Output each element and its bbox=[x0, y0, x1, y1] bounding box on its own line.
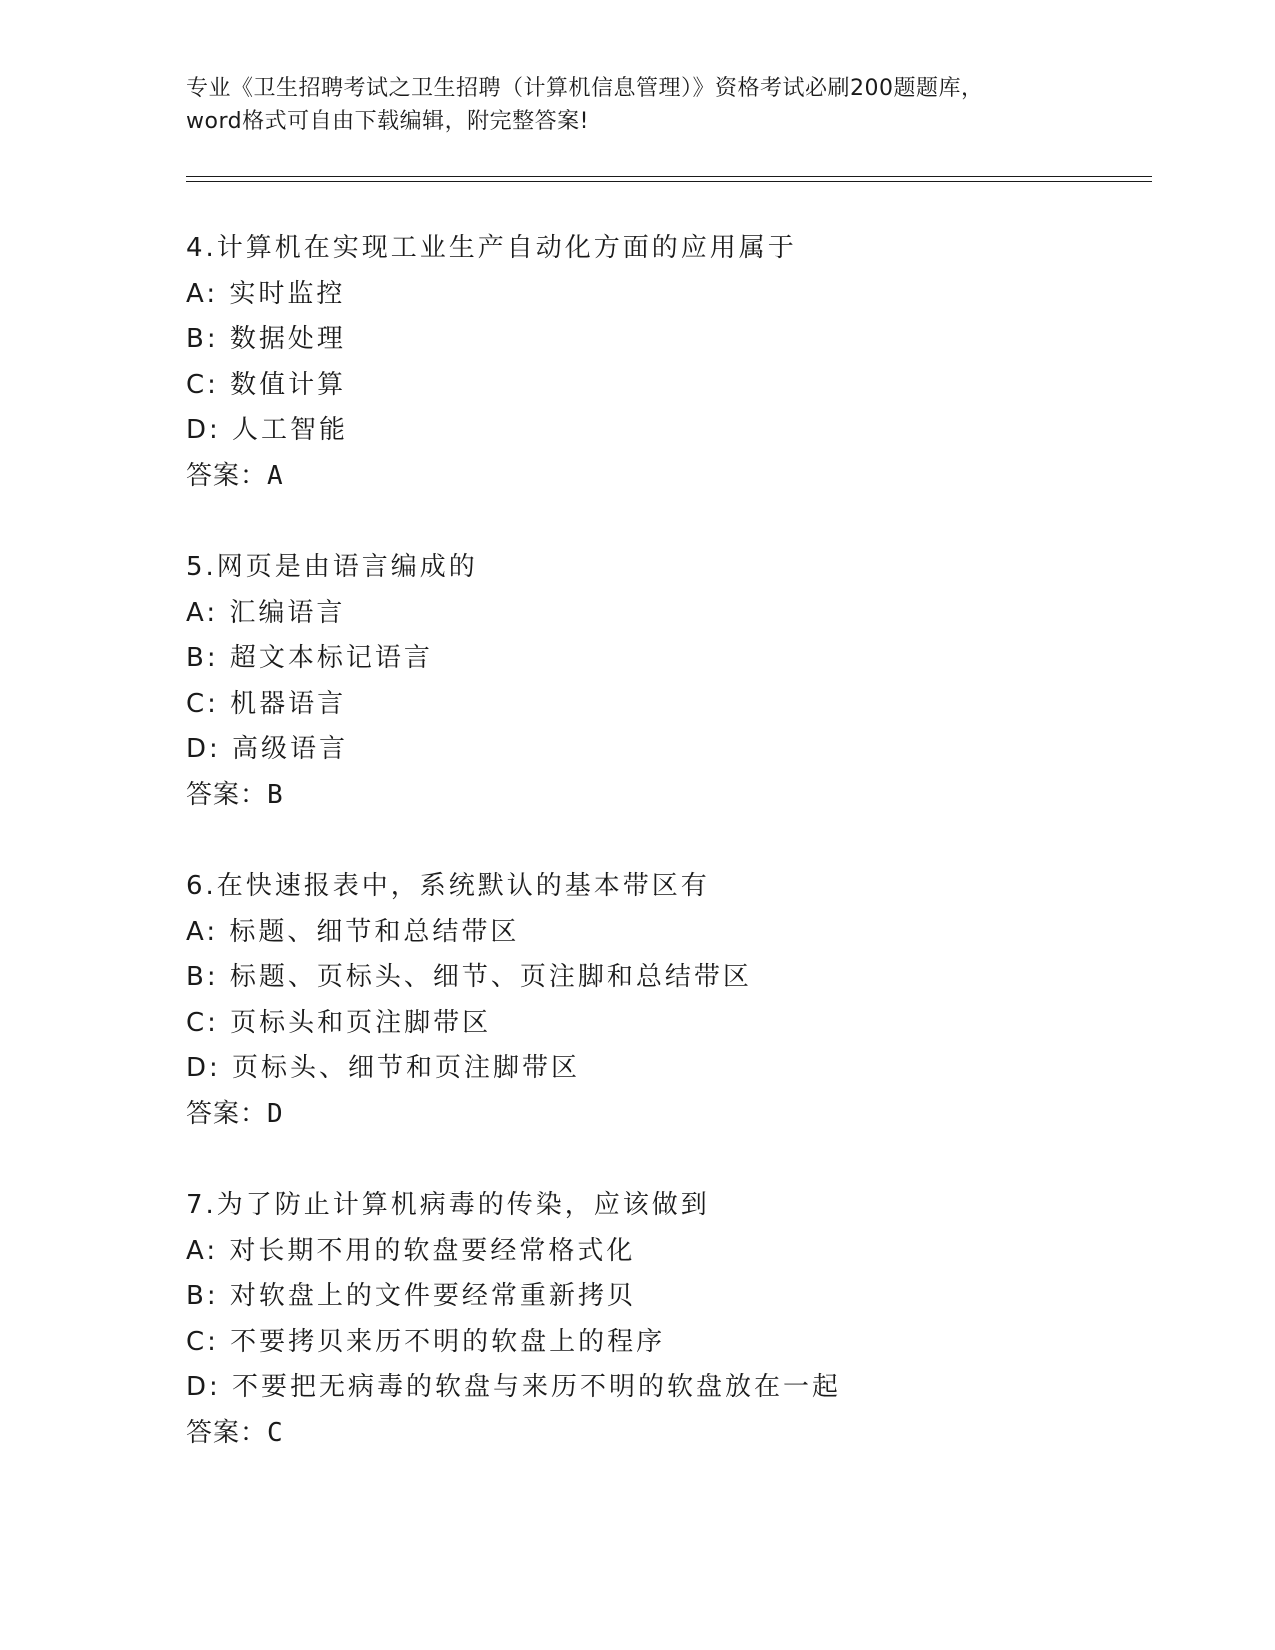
question-6 bbox=[186, 864, 1146, 1137]
question-text: 7.为了防止计算机病毒的传染，应该做到 bbox=[186, 1190, 710, 1220]
option-a: A: 标题、细节和总结带区 bbox=[186, 916, 520, 947]
option-a: A: 汇编语言 bbox=[186, 597, 346, 628]
header-line-1: 专业《卫生招聘考试之卫生招聘（计算机信息管理）》资格考试必刷200题题库， bbox=[186, 76, 984, 101]
answer: 答案：D bbox=[186, 1098, 284, 1129]
question-5 bbox=[186, 545, 1146, 818]
option-b: B: 数据处理 bbox=[186, 324, 346, 354]
question-text: 6.在快速报表中，系统默认的基本带区有 bbox=[186, 871, 710, 901]
option-c: C: 页标头和页注脚带区 bbox=[186, 1007, 492, 1038]
option-d: D: 不要把无病毒的软盘与来历不明的软盘放在一起 bbox=[186, 1372, 842, 1402]
document-header bbox=[186, 72, 1086, 138]
header-line-2: word格式可自由下载编辑，附完整答案! bbox=[186, 109, 589, 134]
option-b: B: 对软盘上的文件要经常重新拷贝 bbox=[186, 1281, 636, 1311]
question-text: 5.网页是由语言编成的 bbox=[186, 552, 478, 582]
option-c: C: 数值计算 bbox=[186, 369, 347, 400]
option-c: C: 机器语言 bbox=[186, 688, 347, 719]
option-b: B: 标题、页标头、细节、页注脚和总结带区 bbox=[186, 962, 752, 992]
option-d: D: 页标头、细节和页注脚带区 bbox=[186, 1053, 581, 1083]
header-divider-bottom bbox=[186, 181, 1152, 182]
question-7 bbox=[186, 1183, 1146, 1456]
option-a: A: 对长期不用的软盘要经常格式化 bbox=[186, 1235, 636, 1266]
option-b: B: 超文本标记语言 bbox=[186, 643, 433, 673]
option-c: C: 不要拷贝来历不明的软盘上的程序 bbox=[186, 1326, 666, 1357]
option-d: D: 高级语言 bbox=[186, 734, 349, 764]
answer: 答案：C bbox=[186, 1417, 284, 1448]
answer: 答案：A bbox=[186, 460, 284, 491]
option-d: D: 人工智能 bbox=[186, 415, 349, 445]
question-text: 4.计算机在实现工业生产自动化方面的应用属于 bbox=[186, 233, 797, 263]
option-a: A: 实时监控 bbox=[186, 278, 346, 309]
question-4 bbox=[186, 226, 1146, 499]
header-divider-top bbox=[186, 176, 1152, 177]
answer: 答案：B bbox=[186, 779, 284, 810]
